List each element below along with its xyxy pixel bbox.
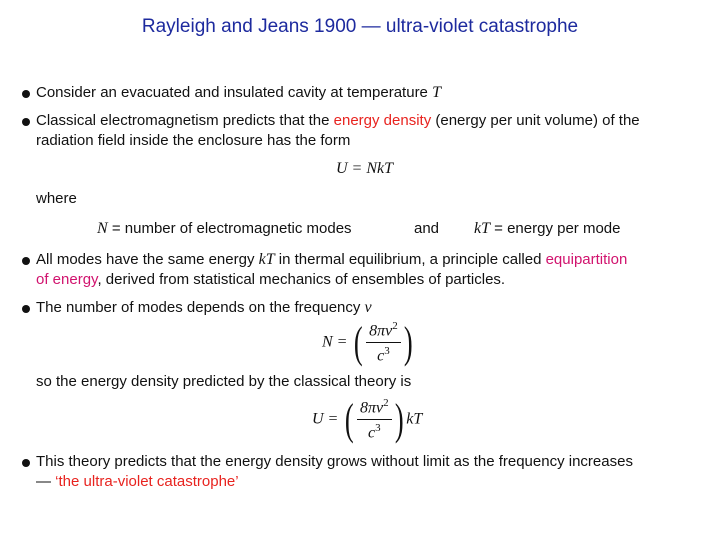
bullet-dot-icon [22,90,30,98]
bullet-dot-icon [22,459,30,467]
equipartition-highlight: equipartition [545,251,628,268]
eq3-rhs: kT [406,410,423,428]
catastrophe-quote: ‘the ultra-violet catastrophe’ [55,473,239,490]
kt-var: kT [474,220,490,237]
em-dash: — [36,473,56,490]
n-var: N [97,220,108,237]
slide-title: Rayleigh and Jeans 1900 — ultra-violet catastrophe [141,16,579,37]
eq3-numerator: 8πν [360,399,384,417]
bullet-eq-text: All modes have the same energy [36,251,259,268]
eq3-exponent: 2 [383,397,389,409]
eq2-denominator: c [377,347,385,365]
bullet-cavity [22,83,712,103]
right-paren: ) [403,317,413,367]
bullet-eq-mid: in thermal equilibrium, a principle called [274,251,546,268]
right-paren: ) [394,394,404,444]
eq2-lhs: N = [322,333,348,351]
kt-definition: = energy per mode [490,220,621,237]
bullet-dot-icon [22,257,30,265]
bullet-catastrophe-text: This theory predicts that the energy density grows without limit as the frequency increases [36,453,633,470]
bullet-electromagnetism [22,111,712,151]
left-paren: ( [345,394,355,444]
and-label: and [414,220,440,237]
energy-density-highlight: energy density [333,112,432,129]
eq2-exponent: 2 [392,320,398,332]
bullet-em-line2: radiation field inside the enclosure has the form [36,132,351,149]
eq3-fraction [357,397,392,443]
definition-kt [474,220,621,238]
bullet-em-text-post: (energy per unit volume) of the [431,112,640,129]
eq2-numerator: 8πν [369,322,393,340]
classical-theory-text: so the energy density predicted by the classical theory is [36,373,412,390]
bullet-dot-icon [22,305,30,313]
bullet-modes-text: The number of modes depends on the frequency [36,299,361,316]
of-energy-highlight: of energy [36,271,98,288]
eq3-denominator: c [368,424,376,442]
bullet-catastrophe [22,452,712,492]
bullet-em-text: Classical electromagnetism predicts that the [36,112,334,129]
equation-n-modes [322,317,415,367]
n-definition: = number of electromagnetic modes [107,220,352,237]
bullet-cavity-text: Consider an evacuated and insulated cavity at temperature [36,84,428,101]
eq2-fraction [366,320,401,366]
eq2-den-exponent: 3 [384,345,390,358]
definition-n [97,220,352,238]
equation-u-nkt: U = NkT [336,160,394,177]
left-paren: ( [354,317,364,367]
bullet-dot-icon [22,118,30,126]
bullet-eq-post: , derived from statistical mechanics of ensembles of particles. [97,271,506,288]
kt-inline-var: kT [258,251,275,268]
bullet-modes-frequency [22,298,712,318]
temperature-var: T [432,84,441,101]
bullet-equipartition [22,250,712,290]
where-label: where [36,190,77,207]
eq3-lhs: U = [312,410,339,428]
eq3-den-exponent: 3 [375,422,381,435]
equation-u-classical [312,394,423,444]
frequency-var: ν [364,299,372,316]
